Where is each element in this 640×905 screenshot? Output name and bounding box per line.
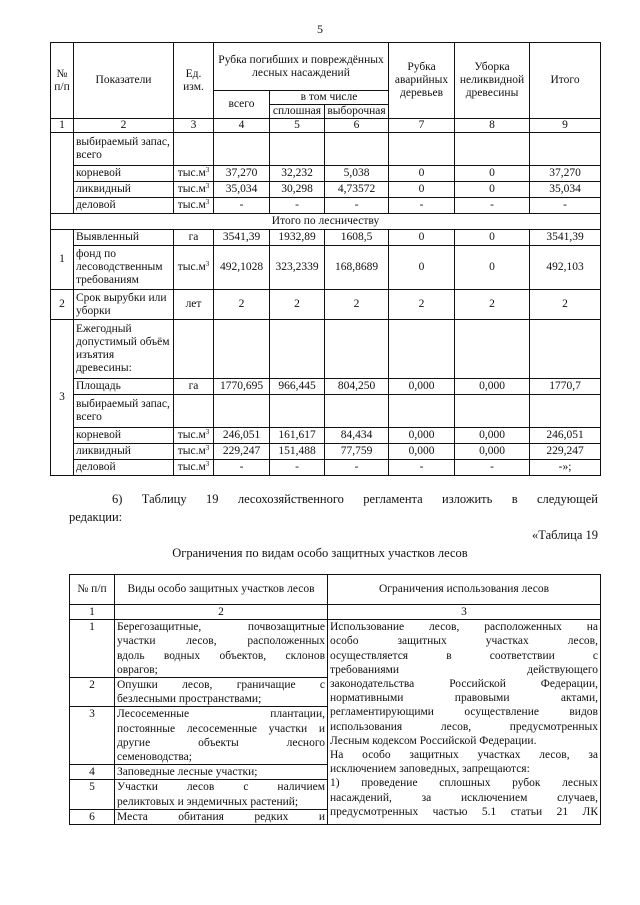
kind-line: реликтовых и эндемичных растений; xyxy=(117,795,299,808)
cell-value xyxy=(214,395,270,428)
row-kind xyxy=(115,780,328,809)
row-kind xyxy=(115,809,328,824)
kind-line: участки лесов, расположенных xyxy=(117,635,325,648)
row-num: 6 xyxy=(70,809,115,824)
cell-value xyxy=(530,320,601,379)
row-unit: $тыс.м^3$ xyxy=(174,428,214,444)
forest-logging-table xyxy=(50,42,601,476)
cell-value: 804,250 xyxy=(325,379,389,395)
table19-title: Ограничения по видам особо защитных участков лесов xyxy=(172,546,468,560)
table-row xyxy=(51,379,601,395)
cell-value: 30,298 xyxy=(270,182,325,198)
table-row xyxy=(51,428,601,444)
cell-value: 0 xyxy=(389,182,455,198)
row-unit: $тыс.м^3$ xyxy=(174,198,214,214)
row-num xyxy=(51,133,74,214)
row-label: Срок вырубки или уборки xyxy=(74,290,174,320)
cell-value: 2 xyxy=(270,290,325,320)
cell-value: 0 xyxy=(389,246,455,290)
restriction-line: нормативными правовыми актами, xyxy=(330,692,598,705)
kind-line: вдоль водных объектов, склонов xyxy=(117,649,325,662)
superscript: 3 xyxy=(205,428,210,436)
cell-value: 0,000 xyxy=(389,444,455,460)
cell-value: - xyxy=(389,460,455,476)
cell-value: 229,247 xyxy=(214,444,270,460)
table-row xyxy=(51,182,601,198)
section-title: Итого по лесничеству xyxy=(51,214,601,230)
cell-value: 0,000 xyxy=(455,379,530,395)
cell-value: 0,000 xyxy=(389,428,455,444)
cell-value xyxy=(325,133,389,166)
restriction-line: На особо защитных участках лесов, за xyxy=(330,749,598,762)
cell-value xyxy=(455,133,530,166)
cell-value xyxy=(389,133,455,166)
cell-value: - xyxy=(325,198,389,214)
row-unit: лет xyxy=(174,290,214,320)
cell-value: 0 xyxy=(389,230,455,246)
cell-value: - xyxy=(214,460,270,476)
row-kind xyxy=(115,620,328,678)
column-number: 4 xyxy=(214,119,270,133)
row-num: 2 xyxy=(70,678,115,707)
cell-value xyxy=(389,395,455,428)
cell-value: 246,051 xyxy=(530,428,601,444)
restriction-line: требованиями действующего xyxy=(330,663,598,676)
paragraph-line-1: 6) Таблицу 19 лесохозяйственного регламента изложить в следующей xyxy=(112,492,598,506)
table-row xyxy=(51,320,601,379)
row-label: ликвидный xyxy=(74,182,174,198)
restriction-line: регламентирующими осуществление видов xyxy=(330,706,598,719)
cell-value: 32,232 xyxy=(270,166,325,182)
row-kind xyxy=(115,678,328,707)
cell-value: 229,247 xyxy=(530,444,601,460)
cell-value xyxy=(214,320,270,379)
cell-value: 2 xyxy=(325,290,389,320)
cell-value xyxy=(530,395,601,428)
cell-value: 84,434 xyxy=(325,428,389,444)
row-unit: $тыс.м^3$ xyxy=(174,246,214,290)
row-label: фонд по лесоводственным требованиям xyxy=(74,246,174,290)
header-emergency: Рубка аварийных деревьев xyxy=(389,43,455,119)
table-row xyxy=(51,230,601,246)
header-itogo: Итого xyxy=(530,43,601,119)
row-num: 2 xyxy=(51,290,74,320)
cell-value: 37,270 xyxy=(530,166,601,182)
kind-line: безлесными пространствами; xyxy=(117,693,262,706)
column-number: 1 xyxy=(51,119,74,133)
row-unit: га xyxy=(174,379,214,395)
cell-value: 3541,39 xyxy=(530,230,601,246)
cell-value: 35,034 xyxy=(530,182,601,198)
cell-value: 0 xyxy=(389,166,455,182)
table-row xyxy=(51,290,601,320)
cell-value: 1770,695 xyxy=(214,379,270,395)
column-number: 1 xyxy=(70,605,115,620)
row-unit: $тыс.м^3$ xyxy=(174,182,214,198)
cell-value xyxy=(270,133,325,166)
row-unit: га xyxy=(174,230,214,246)
header-in-that: в том числе xyxy=(270,91,389,105)
row-num: 4 xyxy=(70,765,115,780)
table-row xyxy=(51,460,601,476)
table-row xyxy=(51,166,601,182)
kind-line: постоянные лесосеменные участки и xyxy=(117,722,325,735)
superscript: 3 xyxy=(205,198,210,206)
cell-value: - xyxy=(325,460,389,476)
cell-value: - xyxy=(455,460,530,476)
cell-value xyxy=(455,395,530,428)
column-number: 8 xyxy=(455,119,530,133)
header-clear-cut: сплошная xyxy=(270,105,325,119)
row-unit xyxy=(174,395,214,428)
cell-value: 1770,7 xyxy=(530,379,601,395)
cell-value xyxy=(530,133,601,166)
column-number: 3 xyxy=(174,119,214,133)
row-label: Площадь xyxy=(74,379,174,395)
row-num: 3 xyxy=(70,707,115,765)
superscript: 3 xyxy=(205,260,210,268)
cell-value: 323,2339 xyxy=(270,246,325,290)
cell-value: - xyxy=(455,198,530,214)
restriction-line: особо защитных участках лесов, xyxy=(330,635,598,648)
cell-value: 246,051 xyxy=(214,428,270,444)
row-unit xyxy=(174,320,214,379)
cell-value: 0 xyxy=(455,230,530,246)
row-num: 3 xyxy=(51,320,74,476)
restriction-line: осуществляется в соответствии с xyxy=(330,649,598,662)
t19-header-num: № п/п xyxy=(70,575,115,605)
cell-value: 2 xyxy=(530,290,601,320)
cell-value xyxy=(325,320,389,379)
header-unit: Ед. изм. xyxy=(174,43,214,119)
column-number: 7 xyxy=(389,119,455,133)
cell-value: - xyxy=(530,198,601,214)
row-num: 5 xyxy=(70,780,115,809)
table-row xyxy=(51,133,601,166)
superscript: 3 xyxy=(205,166,210,174)
row-label: ликвидный xyxy=(74,444,174,460)
cell-value: - xyxy=(389,198,455,214)
paragraph-line-2: редакции: xyxy=(69,510,123,524)
cell-value: 161,617 xyxy=(270,428,325,444)
cell-value: 0 xyxy=(455,182,530,198)
kind-line: Места обитания редких и xyxy=(117,810,325,823)
kind-line: Заповедные лесные участки; xyxy=(117,766,258,779)
cell-value: 168,8689 xyxy=(325,246,389,290)
header-indicator: Показатели xyxy=(74,43,174,119)
t19-header-kinds: Виды особо защитных участков лесов xyxy=(115,575,328,605)
column-number: 2 xyxy=(74,119,174,133)
row-label: деловой xyxy=(74,460,174,476)
row-label: Выявленный xyxy=(74,230,174,246)
cell-value xyxy=(455,320,530,379)
row-label: корневой xyxy=(74,166,174,182)
cell-value xyxy=(325,395,389,428)
column-number: 3 xyxy=(328,605,601,620)
superscript: 3 xyxy=(205,460,210,468)
cell-value: 0,000 xyxy=(455,428,530,444)
superscript: 3 xyxy=(205,444,210,452)
cell-value: 77,759 xyxy=(325,444,389,460)
header-total: всего xyxy=(214,91,270,119)
protected-areas-table xyxy=(69,574,601,825)
t19-header-restrictions: Ограничения использования лесов xyxy=(328,575,601,605)
cell-value: 2 xyxy=(389,290,455,320)
header-illiquid: Уборка неликвидной древесины xyxy=(455,43,530,119)
column-number: 2 xyxy=(115,605,328,620)
table-row xyxy=(51,198,601,214)
table-row xyxy=(51,444,601,460)
superscript: 3 xyxy=(205,182,210,190)
kind-line: оврагов; xyxy=(117,663,158,676)
row-unit: $тыс.м^3$ xyxy=(174,460,214,476)
section-row xyxy=(51,214,601,230)
row-label: Ежегодный допустимый объём изъятия древесины: xyxy=(74,320,174,379)
restrictions-cell xyxy=(328,620,601,825)
cell-value: - xyxy=(214,198,270,214)
cell-value xyxy=(389,320,455,379)
row-unit: $тыс.м^3$ xyxy=(174,444,214,460)
kind-line: Участки лесов с наличием xyxy=(117,781,325,794)
cell-value xyxy=(214,133,270,166)
cell-value: 3541,39 xyxy=(214,230,270,246)
kind-line: семеноводства; xyxy=(117,751,192,764)
cell-value: 151,488 xyxy=(270,444,325,460)
cell-value: 0 xyxy=(455,166,530,182)
row-unit xyxy=(174,133,214,166)
cell-value: 35,034 xyxy=(214,182,270,198)
restriction-line: Лесным кодексом Российской Федерации. xyxy=(330,734,537,747)
row-num: 1 xyxy=(70,620,115,678)
table-row xyxy=(51,395,601,428)
cell-value xyxy=(270,320,325,379)
cell-value: 966,445 xyxy=(270,379,325,395)
row-label: выбираемый запас, всего xyxy=(74,395,174,428)
page-number: 5 xyxy=(317,22,323,36)
kind-line: Берегозащитные, почвозащитные xyxy=(117,621,325,634)
row-num: 1 xyxy=(51,230,74,290)
cell-value: -»; xyxy=(530,460,601,476)
row-unit: $тыс.м^3$ xyxy=(174,166,214,182)
cell-value: 0,000 xyxy=(455,444,530,460)
restriction-line: предусмотренных частью 5.1 статьи 21 ЛК xyxy=(330,805,598,818)
cell-value: 5,038 xyxy=(325,166,389,182)
cell-value: 492,103 xyxy=(530,246,601,290)
kind-line: Опушки лесов, граничащие с xyxy=(117,679,325,692)
restriction-line: исключением заповедных, запрещаются: xyxy=(330,763,530,776)
cell-value xyxy=(270,395,325,428)
table-row xyxy=(51,246,601,290)
cell-value: - xyxy=(270,460,325,476)
restriction-line: 1) проведение сплошных рубок лесных xyxy=(330,777,598,790)
table19-label: «Таблица 19 xyxy=(532,528,598,542)
column-number: 9 xyxy=(530,119,601,133)
cell-value: 492,1028 xyxy=(214,246,270,290)
column-number: 6 xyxy=(325,119,389,133)
cell-value: 37,270 xyxy=(214,166,270,182)
cell-value: 0,000 xyxy=(389,379,455,395)
row-label: корневой xyxy=(74,428,174,444)
cell-value: 0 xyxy=(455,246,530,290)
row-kind xyxy=(115,707,328,765)
restriction-line: насаждений, за исключением случаев, xyxy=(330,791,598,804)
row-label: выбираемый запас, всего xyxy=(74,133,174,166)
row-kind xyxy=(115,765,328,780)
header-logging-group: Рубка погибших и повреждённых лесных насаждений xyxy=(214,43,389,91)
table-row xyxy=(70,620,601,678)
cell-value: 2 xyxy=(455,290,530,320)
restriction-line: законодательства Российской Федерации, xyxy=(330,678,598,691)
cell-value: 1932,89 xyxy=(270,230,325,246)
header-selective: выборочная xyxy=(325,105,389,119)
restriction-line: Использование лесов, расположенных на xyxy=(330,621,598,634)
header-num: № п/п xyxy=(51,43,74,119)
cell-value: 1608,5 xyxy=(325,230,389,246)
kind-line: Лесосеменные плантации, xyxy=(117,708,325,721)
cell-value: - xyxy=(270,198,325,214)
row-label: деловой xyxy=(74,198,174,214)
restriction-line: использования лесов, предусмотренных xyxy=(330,720,598,733)
cell-value: 2 xyxy=(214,290,270,320)
kind-line: другие объекты лесного xyxy=(117,736,325,749)
column-number: 5 xyxy=(270,119,325,133)
cell-value: 4,73572 xyxy=(325,182,389,198)
